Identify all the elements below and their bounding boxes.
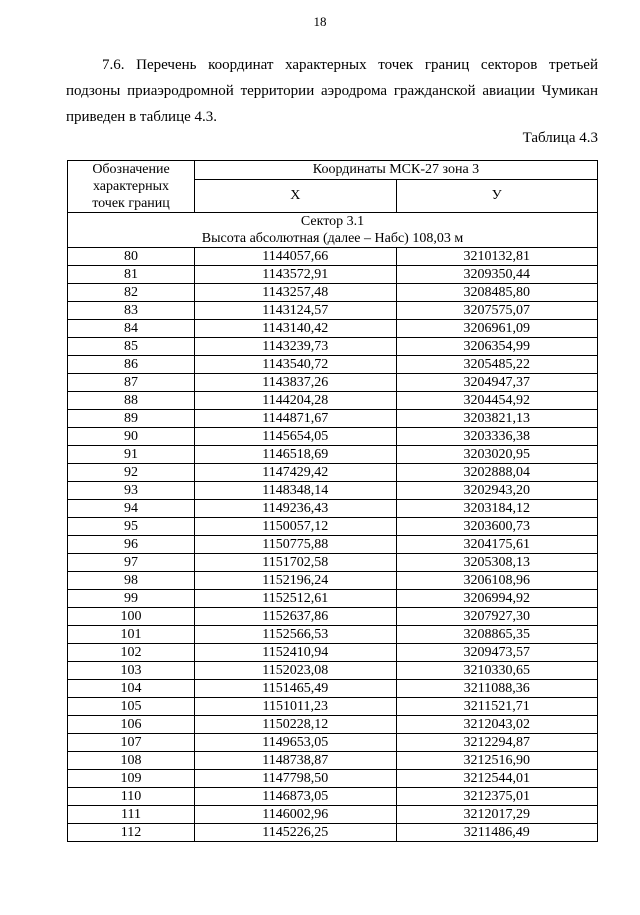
x-cell: 1143124,57 — [195, 302, 397, 320]
table-row — [68, 446, 598, 464]
y-cell: 3210330,65 — [396, 662, 598, 680]
x-cell: 1143837,26 — [195, 374, 397, 392]
y-cell: 3211088,36 — [396, 680, 598, 698]
point-cell: 80 — [68, 248, 195, 266]
point-cell: 102 — [68, 644, 195, 662]
point-cell: 104 — [68, 680, 195, 698]
x-cell: 1144057,66 — [195, 248, 397, 266]
y-cell: 3212294,87 — [396, 734, 598, 752]
y-cell: 3205485,22 — [396, 356, 598, 374]
y-cell: 3204175,61 — [396, 536, 598, 554]
table-row — [68, 320, 598, 338]
table-row — [68, 590, 598, 608]
x-cell: 1143239,73 — [195, 338, 397, 356]
x-cell: 1152410,94 — [195, 644, 397, 662]
y-cell: 3203184,12 — [396, 500, 598, 518]
table-row — [68, 518, 598, 536]
header-point-label — [68, 161, 195, 213]
table-row — [68, 536, 598, 554]
x-cell: 1149653,05 — [195, 734, 397, 752]
table-row — [68, 464, 598, 482]
table-row — [68, 626, 598, 644]
x-cell: 1148348,14 — [195, 482, 397, 500]
point-cell: 88 — [68, 392, 195, 410]
x-cell: 1150228,12 — [195, 716, 397, 734]
point-cell: 107 — [68, 734, 195, 752]
x-cell: 1149236,43 — [195, 500, 397, 518]
point-cell: 108 — [68, 752, 195, 770]
y-cell: 3206961,09 — [396, 320, 598, 338]
header-label-line: точек границ — [92, 196, 170, 211]
y-cell: 3206994,92 — [396, 590, 598, 608]
table-row — [68, 392, 598, 410]
point-cell: 83 — [68, 302, 195, 320]
header-label-line: характерных — [92, 179, 170, 194]
point-cell: 99 — [68, 590, 195, 608]
header-y: У — [396, 179, 598, 212]
point-cell: 105 — [68, 698, 195, 716]
header-label-line: Обозначение — [92, 162, 170, 177]
table-row — [68, 752, 598, 770]
point-cell: 110 — [68, 788, 195, 806]
y-cell: 3204454,92 — [396, 392, 598, 410]
x-cell: 1144204,28 — [195, 392, 397, 410]
table-row — [68, 554, 598, 572]
y-cell: 3206108,96 — [396, 572, 598, 590]
x-cell: 1152196,24 — [195, 572, 397, 590]
y-cell: 3207575,07 — [396, 302, 598, 320]
intro-paragraph — [66, 52, 598, 130]
x-cell: 1150775,88 — [195, 536, 397, 554]
point-cell: 98 — [68, 572, 195, 590]
point-cell: 96 — [68, 536, 195, 554]
y-cell: 3211521,71 — [396, 698, 598, 716]
table-row — [68, 572, 598, 590]
table-row — [68, 356, 598, 374]
point-cell: 112 — [68, 824, 195, 842]
table-row — [68, 824, 598, 842]
table-row — [68, 734, 598, 752]
header-x: X — [195, 179, 397, 212]
y-cell: 3203336,38 — [396, 428, 598, 446]
x-cell: 1147798,50 — [195, 770, 397, 788]
intro-line: подзоны приаэродромной территории аэродрома гражданской авиации Чумикан — [66, 83, 598, 99]
table-row — [68, 410, 598, 428]
page-number: 18 — [313, 14, 327, 29]
point-cell: 93 — [68, 482, 195, 500]
point-cell: 82 — [68, 284, 195, 302]
table-row — [68, 374, 598, 392]
y-cell: 3205308,13 — [396, 554, 598, 572]
x-cell: 1145654,05 — [195, 428, 397, 446]
point-cell: 89 — [68, 410, 195, 428]
table-row — [68, 248, 598, 266]
point-cell: 91 — [68, 446, 195, 464]
y-cell: 3207927,30 — [396, 608, 598, 626]
table-row — [68, 716, 598, 734]
y-cell: 3209350,44 — [396, 266, 598, 284]
y-cell: 3212017,29 — [396, 806, 598, 824]
table-row — [68, 482, 598, 500]
y-cell: 3203600,73 — [396, 518, 598, 536]
x-cell: 1147429,42 — [195, 464, 397, 482]
x-cell: 1152023,08 — [195, 662, 397, 680]
y-cell: 3211486,49 — [396, 824, 598, 842]
table-row — [68, 788, 598, 806]
y-cell: 3210132,81 — [396, 248, 598, 266]
point-cell: 97 — [68, 554, 195, 572]
x-cell: 1143140,42 — [195, 320, 397, 338]
x-cell: 1152637,86 — [195, 608, 397, 626]
table-row — [68, 428, 598, 446]
x-cell: 1143540,72 — [195, 356, 397, 374]
point-cell: 100 — [68, 608, 195, 626]
point-cell: 84 — [68, 320, 195, 338]
x-cell: 1150057,12 — [195, 518, 397, 536]
table-row — [68, 662, 598, 680]
table-row — [68, 284, 598, 302]
y-cell: 3208865,35 — [396, 626, 598, 644]
y-cell: 3202888,04 — [396, 464, 598, 482]
x-cell: 1143257,48 — [195, 284, 397, 302]
x-cell: 1148738,87 — [195, 752, 397, 770]
x-cell: 1151011,23 — [195, 698, 397, 716]
y-cell: 3212375,01 — [396, 788, 598, 806]
table-row — [68, 680, 598, 698]
table-row — [68, 302, 598, 320]
y-cell: 3204947,37 — [396, 374, 598, 392]
table-row — [68, 500, 598, 518]
table-row — [68, 698, 598, 716]
y-cell: 3212516,90 — [396, 752, 598, 770]
y-cell: 3203020,95 — [396, 446, 598, 464]
table-row — [68, 608, 598, 626]
x-cell: 1146002,96 — [195, 806, 397, 824]
point-cell: 81 — [68, 266, 195, 284]
x-cell: 1152512,61 — [195, 590, 397, 608]
point-cell: 106 — [68, 716, 195, 734]
point-cell: 109 — [68, 770, 195, 788]
point-cell: 85 — [68, 338, 195, 356]
x-cell: 1151702,58 — [195, 554, 397, 572]
y-cell: 3212544,01 — [396, 770, 598, 788]
point-cell: 87 — [68, 374, 195, 392]
y-cell: 3212043,02 — [396, 716, 598, 734]
point-cell: 101 — [68, 626, 195, 644]
point-cell: 103 — [68, 662, 195, 680]
intro-line: 7.6. Перечень координат характерных точек границ секторов третьей — [102, 57, 598, 73]
sector-title: Сектор 3.1 — [300, 214, 365, 229]
point-cell: 90 — [68, 428, 195, 446]
coordinates-table — [67, 160, 598, 842]
table-row — [68, 644, 598, 662]
y-cell: 3206354,99 — [396, 338, 598, 356]
y-cell: 3202943,20 — [396, 482, 598, 500]
x-cell: 1146518,69 — [195, 446, 397, 464]
table-row — [68, 770, 598, 788]
sector-header — [68, 213, 598, 248]
point-cell: 94 — [68, 500, 195, 518]
sector-height: Высота абсолютная (далее – Набс) 108,03 м — [201, 231, 464, 246]
header-coord-system: Координаты МСК-27 зона 3 — [195, 161, 598, 180]
point-cell: 95 — [68, 518, 195, 536]
x-cell: 1152566,53 — [195, 626, 397, 644]
y-cell: 3203821,13 — [396, 410, 598, 428]
x-cell: 1143572,91 — [195, 266, 397, 284]
y-cell: 3208485,80 — [396, 284, 598, 302]
point-cell: 111 — [68, 806, 195, 824]
x-cell: 1144871,67 — [195, 410, 397, 428]
y-cell: 3209473,57 — [396, 644, 598, 662]
point-cell: 92 — [68, 464, 195, 482]
intro-line: приведен в таблице 4.3. — [66, 109, 218, 125]
table-row — [68, 266, 598, 284]
table-caption: Таблица 4.3 — [522, 130, 598, 146]
table-row — [68, 806, 598, 824]
point-cell: 86 — [68, 356, 195, 374]
table-row — [68, 338, 598, 356]
x-cell: 1146873,05 — [195, 788, 397, 806]
x-cell: 1151465,49 — [195, 680, 397, 698]
x-cell: 1145226,25 — [195, 824, 397, 842]
